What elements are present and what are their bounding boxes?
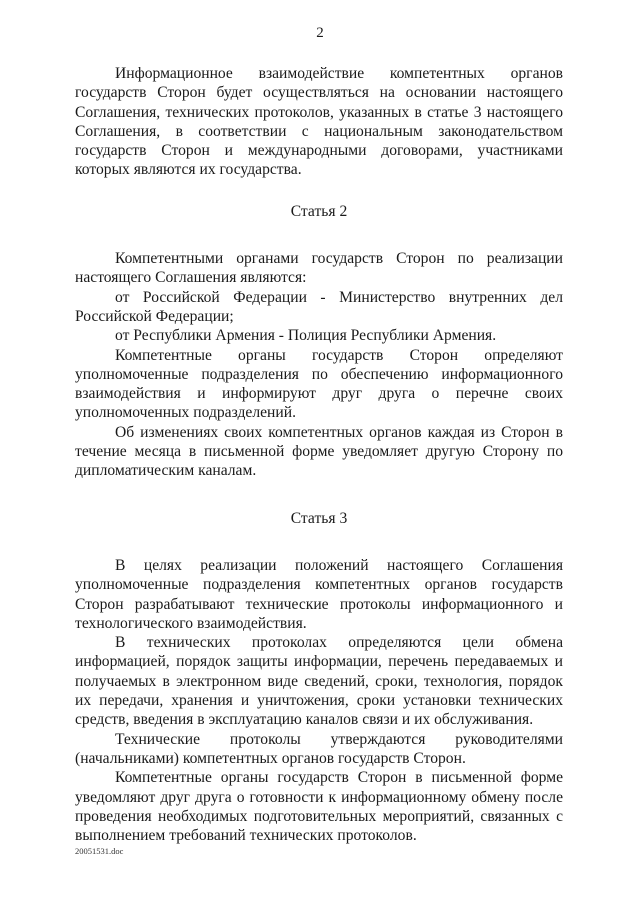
article-3-paragraph-4: Компетентные органы государств Сторон в письменной форме уведомляют друг друга о готовности к информационному обмену после проведения необходимых подготовительных мероприятий, связанных с выполнением требований технических протоколов. <box>75 769 563 845</box>
page-number: 2 <box>316 25 324 41</box>
article-3-paragraph-2: В технических протоколах определяются цели обмена информацией, порядок защиты информации, перечень передаваемых и получаемых в электронном виде сведений, сроки, технология, порядок их передачи, хранения и уничтожения, сроки установки технических средств, введения в эксплуатацию каналов связи и их обслуживания. <box>75 634 563 729</box>
article-2-paragraph-1: Компетентными органами государств Сторон по реализации настоящего Соглашения являются: <box>75 250 563 287</box>
document-code: 20051531.doc <box>75 846 124 856</box>
document-body <box>75 64 563 845</box>
article-3-heading: Статья 3 <box>290 509 348 527</box>
article-2-heading: Статья 2 <box>290 202 348 220</box>
article-2-paragraph-3: от Республики Армения - Полиция Республики Армения. <box>115 327 497 345</box>
article-2-paragraph-5: Об изменениях своих компетентных органов каждая из Сторон в течение месяца в письменной форме уведомляет другую Сторону по дипломатическим каналам. <box>75 423 563 480</box>
article-3-paragraph-1: В целях реализации положений настоящего Соглашения уполномоченные подразделения компетентных органов государств Сторон разрабатывают технические протоколы информационного и технологического взаимодействия. <box>75 556 563 632</box>
intro-paragraph: Информационное взаимодействие компетентных органов государств Сторон будет осуществляться на основании настоящего Соглашения, технических протоколов, указанных в статье 3 настоящего Соглашения, в соответствии с национальным законодательством государств Сторон и международными договорами, участниками которых являются их государства. <box>75 65 563 179</box>
article-2-paragraph-4: Компетентные органы государств Сторон определяют уполномоченные подразделения по обеспечению информационного взаимодействия и информируют друг друга о перечне своих уполномоченных подразделений. <box>75 346 563 422</box>
article-2-paragraph-2: от Российской Федерации - Министерство внутренних дел Российской Федерации; <box>75 288 563 325</box>
article-3-paragraph-3: Технические протоколы утверждаются руководителями (начальниками) компетентных органов государств Сторон. <box>75 730 563 767</box>
